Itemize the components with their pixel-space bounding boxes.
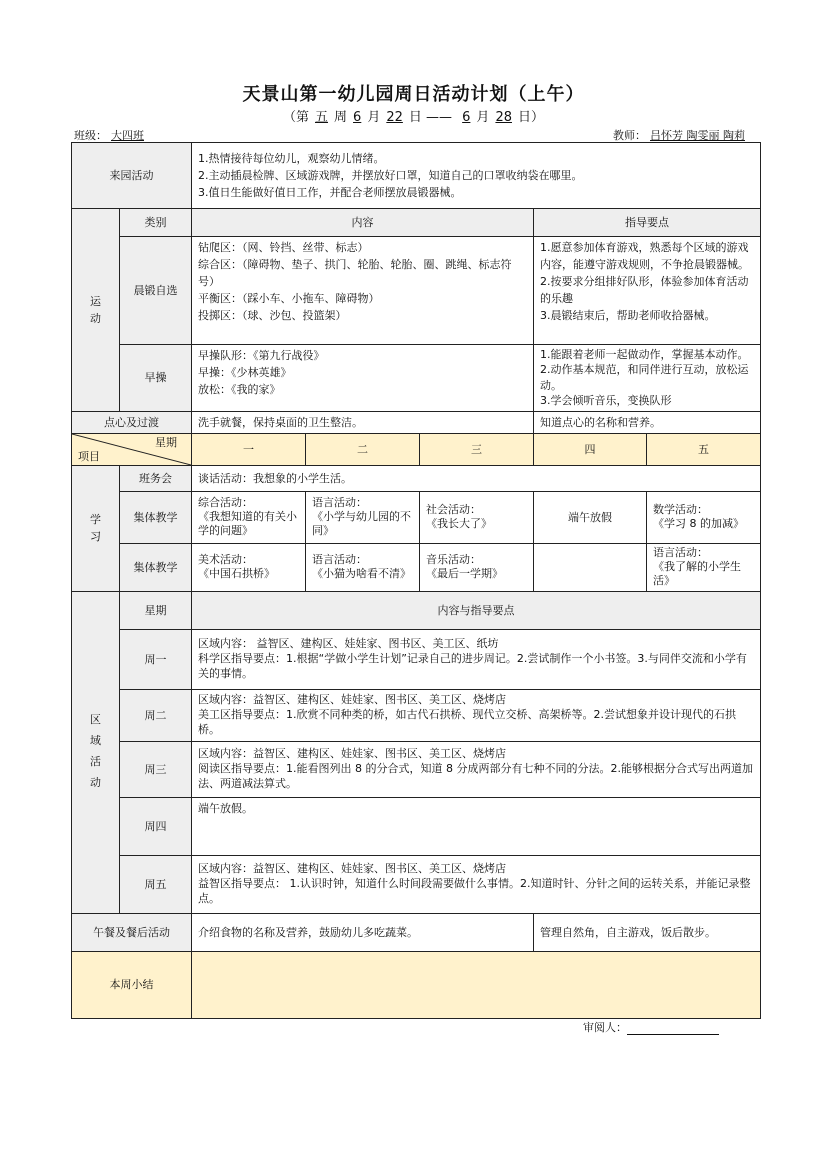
area-line: 区域内容：益智区、建构区、娃娃家、图书区、美工区、烧烤店 [198,692,506,706]
area-line: 端午放假。 [198,801,253,815]
lesson-body: 《小猫为啥看不清》 [312,567,411,581]
drill-item: 放松：《我的家》 [198,383,281,397]
drill-item: 早操：《少林英雄》 [198,366,292,380]
area-label [72,591,120,913]
exercise-item: 钻爬区：（网、铃挡、丝带、标志） [198,241,369,254]
morning-exercise-label: 晨锻自选 [120,237,192,345]
lesson-cell [420,491,534,543]
reviewer-signature [583,1019,719,1035]
lesson-title: 语言活动： [653,545,708,559]
sports-header-row [72,209,761,237]
class-meeting-row [72,465,761,491]
area-header-row [72,591,761,629]
morning-drill-row [72,345,761,412]
lesson-body: 端午放假 [568,510,612,524]
lesson-body: 《我想知道的有关小学的问题》 [198,509,297,538]
lesson-title: 语言活动： [312,495,367,509]
guide-item: 3.晨锻结束后，帮助老师收拾器械。 [540,309,716,323]
class-meeting-content: 谈话活动：我想象的小学生活。 [192,465,761,491]
lesson-cell [420,543,534,591]
lesson-title: 语言活动： [312,552,367,566]
lesson-cell [306,543,420,591]
weekday-cell: 五 [647,433,761,465]
exercise-item: 综合区：（障碍物、垫子、拱门、轮胎、轮胎、圈、跳绳、标志符号） [198,258,512,289]
summary-label: 本周小结 [72,951,192,1018]
snack-guide: 知道点心的名称和营养。 [534,411,761,433]
arrival-label: 来园活动 [72,143,192,209]
arrival-line: 2.主动插晨检牌、区域游戏牌，并摆放好口罩，知道自己的口罩收纳袋在哪里。 [198,168,583,182]
lesson-body: 《我了解的小学生活》 [653,559,741,588]
lesson-title: 音乐活动： [426,552,481,566]
guide-item: 1.能跟着老师一起做动作，掌握基本动作。 [540,348,749,361]
summary-content[interactable] [192,951,761,1018]
lesson-title: 美术活动： [198,552,253,566]
lesson-cell [306,491,420,543]
lesson-cell [647,491,761,543]
lesson-body: 《小学与幼儿园的不同》 [312,509,411,538]
exercise-item: 投掷区：（球、沙包、投篮架） [198,309,347,323]
lunch-label: 午餐及餐后活动 [72,913,192,951]
lesson-body: 《中国石拱桥》 [198,567,275,581]
teacher-label: 教师： [613,129,646,142]
start-day: 22 [386,110,403,125]
drill-item: 早操队形：《第九行战役》 [198,349,325,362]
weekday-cell: 四 [534,433,647,465]
lesson-title: 数学活动： [653,502,708,516]
area-content [192,629,761,689]
morning-exercise-guide [534,237,761,345]
area-content [192,855,761,913]
page-title: 天景山第一幼儿园周日活动计划（上午） [242,84,585,105]
date-text: （第 [282,110,309,125]
area-label-char: 区 [90,713,101,727]
date-text: 日） [517,110,544,125]
area-content-header: 内容与指导要点 [192,591,761,629]
class-meeting-label: 班务会 [120,465,192,491]
area-line: 区域内容：益智区、建构区、娃娃家、图书区、美工区、烧烤店 [198,746,506,760]
study-label [72,465,120,591]
area-day-label: 周一 [120,629,192,689]
lesson-body: 《最后一学期》 [426,567,503,581]
area-day-label: 周四 [120,797,192,855]
teacher-value: 吕怀芳 陶雯丽 陶莉 [650,129,745,142]
lunch-content: 介绍食物的名称及营养，鼓励幼儿多吃蔬菜。 [192,913,534,951]
area-line: 区域内容： 益智区、建构区、娃娃家、图书区、美工区、纸坊 [198,636,499,650]
guide-item: 1.愿意参加体育游戏，熟悉每个区域的游戏内容，能遵守游戏规则，不争抢晨锻器械。 [540,241,749,272]
group-teaching-row-2 [72,543,761,591]
lesson-cell-empty [534,543,647,591]
class-label: 班级： [74,129,107,142]
teacher-info [613,127,749,143]
lesson-title: 综合活动： [198,495,253,509]
area-day-label: 周三 [120,741,192,797]
area-day-label: 周五 [120,855,192,913]
area-line: 美工区指导要点：1.欣赏不同种类的桥，如古代石拱桥、现代立交桥、高架桥等。2.尝试想象并设计现代的石拱桥。 [198,707,736,736]
area-line: 区域内容：益智区、建构区、娃娃家、图书区、美工区、烧烤店 [198,861,506,875]
guide-header: 指导要点 [534,209,761,237]
area-line: 科学区指导要点：1.根据“学做小学生计划”记录自己的进步周记。2.尝试制作一个小书签。3.与同伴交流和小学有关的事情。 [198,651,747,680]
arrival-row [72,143,761,209]
study-label-char: 习 [90,530,101,544]
weekday-label: 星期 [155,435,177,449]
weekday-cell: 三 [420,433,534,465]
class-value: 大四班 [111,129,144,142]
class-info [74,127,148,143]
area-day-header: 星期 [120,591,192,629]
reviewer-label: 审阅人： [583,1021,627,1034]
area-label-char: 活 [90,755,101,769]
guide-item: 3.学会倾听音乐，变换队形 [540,394,672,408]
date-text: 周 [334,110,348,125]
week-number: 五 [315,110,329,125]
area-content [192,741,761,797]
category-header: 类别 [120,209,192,237]
group-teaching-row-1 [72,491,761,543]
snack-row [72,411,761,433]
date-text: 日 —— [408,110,457,125]
area-line: 益智区指导要点： 1.认识时钟，知道什么时间段需要做什么事情。2.知道时针、分针之间的运转关系，并能记录整点。 [198,876,751,905]
arrival-line: 3.值日生能做好值日工作，并配合老师摆放晨锻器械。 [198,186,462,200]
summary-row [72,951,761,1018]
end-month: 6 [462,110,471,125]
area-row-wed [72,741,761,797]
snack-label: 点心及过渡 [72,411,192,433]
sports-label-char: 运 [90,294,101,308]
area-line: 阅读区指导要点：1.能看图列出 8 的分合式，知道 8 分成两部分有七种不同的分法。2.能够根据分合式写出两道加法、两道减法算式。 [198,761,753,790]
area-content [192,797,761,855]
morning-exercise-content [192,237,534,345]
weekly-plan-table [71,142,761,1019]
lesson-cell [647,543,761,591]
lesson-cell [192,491,306,543]
guide-item: 2.动作基本规范，和同伴进行互动，放松运动。 [540,363,749,392]
snack-content: 洗手就餐，保持桌面的卫生整洁。 [192,411,534,433]
sports-label [72,209,120,412]
weekday-cell: 一 [192,433,306,465]
lesson-title: 社会活动： [426,502,481,516]
weekday-diagonal-header [72,433,192,465]
lunch-row [72,913,761,951]
item-label: 项目 [78,449,100,463]
morning-drill-guide [534,345,761,412]
arrival-line: 1.热情接待每位幼儿，观察幼儿情绪。 [198,151,385,165]
date-range [0,106,827,125]
morning-exercise-row [72,237,761,345]
date-text: 月 [476,110,490,125]
end-day: 28 [495,110,512,125]
sports-label-char: 动 [90,311,101,325]
lesson-body: 《学习 8 的加减》 [653,517,744,531]
reviewer-signature-line[interactable] [627,1022,719,1035]
exercise-item: 平衡区：（踩小车、小拖车、障碍物） [198,292,380,306]
weekday-header-row [72,433,761,465]
morning-drill-label: 早操 [120,345,192,412]
area-row-tue [72,689,761,741]
lunch-guide: 管理自然角，自主游戏，饭后散步。 [534,913,761,951]
area-row-mon [72,629,761,689]
lesson-cell [192,543,306,591]
arrival-content [192,143,761,209]
guide-item: 2.按要求分组排好队形，体验参加体育活动的乐趣 [540,275,749,306]
lesson-body: 《我长大了》 [426,517,492,531]
group-teaching-label: 集体教学 [120,543,192,591]
group-teaching-label: 集体教学 [120,491,192,543]
area-row-thu [72,797,761,855]
start-month: 6 [353,110,362,125]
weekday-cell: 二 [306,433,420,465]
area-label-char: 动 [90,776,101,789]
study-label-char: 学 [90,513,101,527]
area-day-label: 周二 [120,689,192,741]
area-content [192,689,761,741]
area-label-char: 域 [90,734,101,748]
lesson-cell [534,491,647,543]
content-header: 内容 [192,209,534,237]
area-row-fri [72,855,761,913]
morning-drill-content [192,345,534,412]
date-text: 月 [367,110,381,125]
